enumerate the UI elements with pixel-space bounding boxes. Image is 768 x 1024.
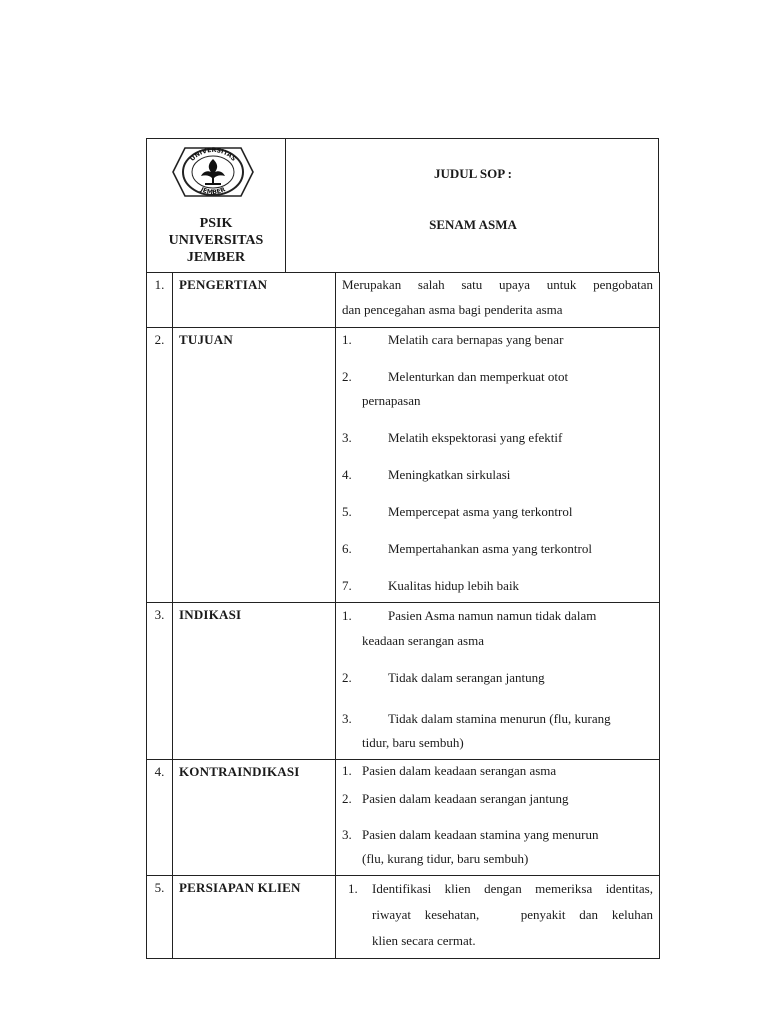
table-row <box>147 760 660 876</box>
svg-text:UNIVERSITAS: UNIVERSITAS <box>188 146 238 163</box>
list-item-line: riwayat kesehatan, penyakit dan keluhan <box>372 907 653 922</box>
table-row <box>147 876 660 959</box>
list-item: 4. Meningkatkan sirkulasi <box>342 467 511 482</box>
definition-line: dan pencegahan asma bagi penderita asma <box>342 302 563 317</box>
section-content <box>336 760 660 876</box>
list-item: 3. Pasien dalam keadaan stamina yang menurun (flu, kurang tidur, baru sembuh) <box>342 827 599 866</box>
sop-title-label: JUDUL SOP : <box>433 166 512 181</box>
header-divider <box>285 139 286 273</box>
sop-header <box>146 138 659 273</box>
list-item: 3. Tidak dalam stamina menurun (flu, kurang tidur, baru sembuh) <box>342 711 611 750</box>
section-number: 2. <box>147 328 173 603</box>
list-item: 2. Melenturkan dan memperkuat otot pernapasan <box>342 369 569 408</box>
table-row <box>147 273 660 328</box>
sop-title: SENAM ASMA <box>429 217 517 232</box>
section-number: 3. <box>147 603 173 760</box>
table-row <box>147 328 660 603</box>
section-content <box>336 603 660 760</box>
definition-line: Merupakan salah satu upaya untuk pengobatan <box>342 277 653 292</box>
section-number: 1. <box>147 273 173 328</box>
list-item: 1. Pasien Asma namun namun tidak dalam keadaan serangan asma <box>342 608 597 648</box>
org-line: UNIVERSITAS <box>168 233 264 248</box>
list-item: 2. Pasien dalam keadaan serangan jantung <box>342 791 569 806</box>
university-logo-icon <box>171 142 255 202</box>
section-number: 4. <box>147 760 173 876</box>
section-content <box>336 273 660 328</box>
sop-table <box>146 272 660 959</box>
section-number: 5. <box>147 876 173 959</box>
section-label: PERSIAPAN KLIEN <box>173 876 336 959</box>
svg-text:JEMBER: JEMBER <box>199 186 227 197</box>
list-item: 3. Melatih ekspektorasi yang efektif <box>342 430 563 445</box>
org-line: JEMBER <box>186 250 246 265</box>
section-content <box>336 328 660 603</box>
list-item: 7. Kualitas hidup lebih baik <box>342 578 520 593</box>
section-label: PENGERTIAN <box>173 273 336 328</box>
section-label: TUJUAN <box>173 328 336 603</box>
list-item: 2. Tidak dalam serangan jantung <box>342 670 545 685</box>
list-item: 6. Mempertahankan asma yang terkontrol <box>342 541 592 556</box>
section-label: KONTRAINDIKASI <box>173 760 336 876</box>
list-item: 1. Identifikasi klien dengan memeriksa identitas, riwayat kesehatan, penyakit dan keluhan klien secara cermat. <box>342 876 653 954</box>
list-item-line: Identifikasi klien dengan memeriksa identitas, <box>372 881 653 896</box>
list-item: 5. Mempercepat asma yang terkontrol <box>342 504 573 519</box>
list-item: 1. Melatih cara bernapas yang benar <box>342 332 564 347</box>
section-label: INDIKASI <box>173 603 336 760</box>
list-item-line: klien secara cermat. <box>372 933 476 948</box>
section-content <box>336 876 660 959</box>
organization-name <box>147 215 285 266</box>
table-row <box>147 603 660 760</box>
list-item: 1. Pasien dalam keadaan serangan asma <box>342 763 557 778</box>
org-line: PSIK <box>199 216 233 231</box>
